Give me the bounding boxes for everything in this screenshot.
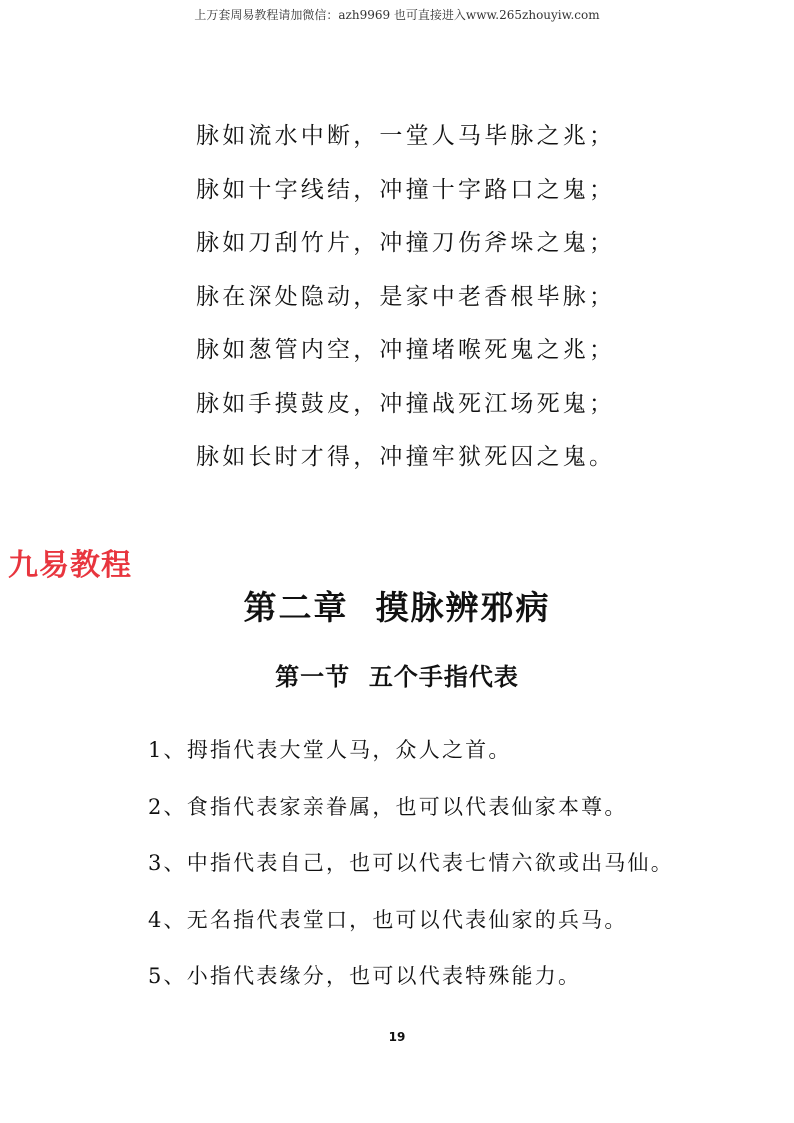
finger-item-ring: 4、无名指代表堂口，也可以代表仙家的兵马。 (148, 907, 628, 932)
verse-line: 脉在深处隐动，是家中老香根毕脉； (196, 283, 616, 310)
verse-line: 脉如手摸鼓皮，冲撞战死江场死鬼； (196, 390, 616, 417)
finger-item-index: 2、食指代表家亲眷属，也可以代表仙家本尊。 (148, 794, 628, 819)
chapter-title: 第二章 摸脉辨邪病 (243, 588, 551, 627)
finger-item-little: 5、小指代表缘分，也可以代表特殊能力。 (148, 964, 582, 988)
finger-item-middle: 3、中指代表自己，也可以代表七情六欲或出马仙。 (148, 851, 674, 875)
verse-line: 脉如流水中断，一堂人马毕脉之兆； (196, 123, 616, 149)
finger-list (148, 722, 674, 1005)
header-note: 上万套周易教程请加微信：azh9969 也可直接进入www.265zhouyiw.com (194, 8, 600, 22)
verse-line: 脉如十字线结，冲撞十字路口之鬼； (196, 176, 616, 203)
verse-line: 脉如刀刮竹片，冲撞刀伤斧垛之鬼； (196, 230, 616, 256)
watermark-logo-text: 九易教程 (8, 548, 132, 583)
finger-item-thumb: 1、拇指代表大堂人马，众人之首。 (148, 738, 512, 762)
section-title: 第一节 五个手指代表 (275, 663, 519, 691)
verse-block (196, 110, 615, 485)
verse-line: 脉如葱管内空，冲撞堵喉死鬼之兆； (196, 337, 616, 363)
verse-line: 脉如长时才得，冲撞牢狱死囚之鬼。 (196, 444, 616, 470)
page-number: 19 (388, 1030, 406, 1044)
